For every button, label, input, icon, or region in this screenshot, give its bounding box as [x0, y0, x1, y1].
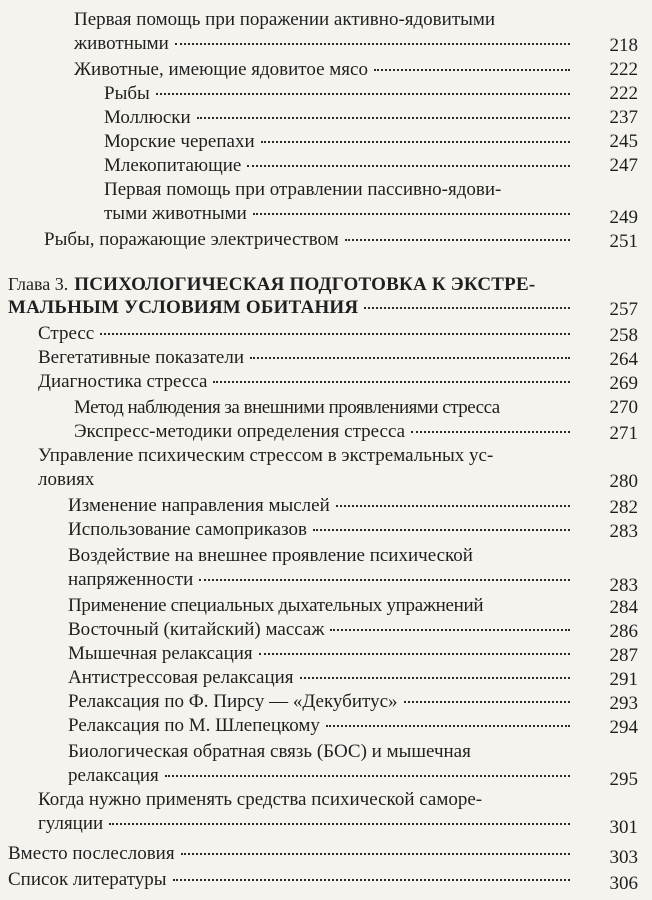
page-number: 247 [609, 155, 638, 176]
chapter-title-line1: ПСИХОЛОГИЧЕСКАЯ ПОДГОТОВКА К ЭКСТРЕ- [74, 274, 536, 295]
dot-leader [100, 333, 570, 335]
chapter-heading [8, 272, 535, 297]
page-number: 222 [609, 83, 638, 104]
toc-entry-vegetative-indicators [38, 346, 576, 370]
entry-text: Моллюски [104, 107, 191, 128]
page-number: 249 [609, 207, 638, 228]
dot-leader [175, 43, 570, 45]
page-number: 301 [609, 817, 638, 838]
page-number: 284 [609, 597, 638, 618]
dot-leader [261, 141, 570, 143]
dot-leader [247, 165, 570, 167]
dot-leader [253, 213, 570, 215]
dot-leader [250, 357, 570, 359]
toc-entry-afterword [8, 842, 576, 866]
entry-text: Первая помощь при поражении активно-ядовитыми [74, 9, 496, 30]
entry-text: Первая помощь при отравлении пассивно-ядови- [104, 179, 502, 200]
dot-leader [336, 505, 570, 507]
dot-leader [364, 307, 570, 309]
entry-text: Вегетативные показатели [38, 347, 244, 368]
entry-text: Список литературы [8, 869, 167, 890]
page-number: 257 [609, 299, 638, 320]
toc-entry-stress-management-cont [38, 468, 94, 492]
page-number: 245 [609, 131, 638, 152]
dot-leader [197, 117, 570, 119]
toc-entry-breathing-exercises [68, 594, 576, 618]
toc-entry-stress-management [38, 444, 493, 468]
dot-leader [156, 93, 570, 95]
toc-entry-first-aid-active-venom [74, 8, 495, 32]
entry-text: Рыбы [104, 83, 150, 104]
toc-entry-express-methods [74, 420, 576, 444]
page-number: 294 [609, 717, 638, 738]
entry-text: гуляции [38, 813, 104, 834]
toc-entry-observation-method [74, 396, 576, 420]
page-number: 280 [609, 471, 638, 492]
chapter-title-line2: МАЛЬНЫМ УСЛОВИЯМ ОБИТАНИЯ [8, 297, 359, 318]
toc-entry-antistress-relaxation [68, 666, 576, 690]
toc-entry-stress-diagnostics [38, 370, 576, 394]
entry-text: релаксация [68, 765, 159, 786]
toc-entry-sea-turtles [104, 130, 576, 154]
page-number: 264 [609, 349, 638, 370]
entry-text: Млекопитающие [104, 155, 242, 176]
page-number: 237 [609, 107, 638, 128]
dot-leader [165, 775, 570, 777]
toc-entry-external-tension-cont [68, 568, 576, 592]
toc-entry-fish [104, 82, 576, 106]
entry-text: Стресс [38, 323, 95, 344]
dot-leader [173, 879, 570, 881]
dot-leader [411, 431, 570, 433]
entry-text: Воздействие на внешнее проявление психической [68, 545, 473, 566]
toc-entry-self-regulation-cont [38, 812, 576, 836]
toc-entry-electric-fish [44, 228, 576, 252]
entry-text: Вместо послесловия [8, 843, 175, 864]
entry-text: животными [74, 33, 169, 54]
page-number: 306 [609, 873, 638, 894]
entry-text: Морские черепахи [104, 131, 255, 152]
dot-leader [404, 701, 570, 703]
entry-text: Мышечная релаксация [68, 643, 253, 664]
entry-text: Биологическая обратная связь (БОС) и мышечная [68, 741, 471, 762]
toc-entry-mammals [104, 154, 576, 178]
entry-text: Изменение направления мыслей [68, 495, 330, 516]
toc-entry-self-commands [68, 518, 576, 542]
page-number: 271 [609, 423, 638, 444]
page-number: 270 [609, 397, 638, 418]
toc-entry-mollusks [104, 106, 576, 130]
page-number: 269 [609, 373, 638, 394]
toc-entry-self-regulation [38, 788, 482, 812]
toc-entry-bibliography [8, 868, 576, 892]
toc-entry-first-aid-passive-venom [104, 178, 501, 202]
dot-leader [345, 239, 570, 241]
dot-leader [109, 823, 570, 825]
toc-entry-chinese-massage [68, 618, 576, 642]
page-number: 293 [609, 693, 638, 714]
entry-text: Экспресс-методики определения стресса [74, 421, 406, 442]
entry-text: Рыбы, поражающие электричеством [44, 229, 339, 250]
entry-text: Управление психическим стрессом в экстремальных ус- [38, 445, 494, 466]
dot-leader [199, 579, 570, 581]
entry-text: Когда нужно применять средства психической саморе- [38, 789, 483, 810]
entry-text: Применение специальных дыхательных упражнений [68, 595, 484, 616]
page-number: 283 [609, 575, 638, 596]
entry-text: Антистрессовая релаксация [68, 667, 294, 688]
toc-entry-first-aid-active-venom-cont [74, 32, 576, 56]
page-number: 222 [609, 59, 638, 80]
entry-text: Метод наблюдения за внешними проявлениями стресса [74, 397, 500, 418]
entry-text: Релаксация по М. Шлепецкому [68, 715, 320, 736]
dot-leader [213, 381, 570, 383]
toc-entry-shlepetsky-relaxation [68, 714, 576, 738]
toc-entry-pierce-relaxation [68, 690, 576, 714]
toc-entry-poisonous-meat [74, 58, 576, 82]
page-number: 295 [609, 769, 638, 790]
entry-text: тыми животными [104, 203, 247, 224]
chapter-heading-cont [8, 296, 576, 320]
page-number: 291 [609, 669, 638, 690]
page-number: 218 [609, 35, 638, 56]
page-number: 258 [609, 325, 638, 346]
toc-entry-muscle-relaxation [68, 642, 576, 666]
entry-text: ловиях [38, 469, 95, 490]
toc-entry-change-thoughts [68, 494, 576, 518]
chapter-label: Глава 3. [8, 274, 69, 294]
dot-leader [313, 529, 570, 531]
entry-text: напряженности [68, 569, 194, 590]
toc-entry-external-tension [68, 544, 473, 568]
dot-leader [326, 725, 570, 727]
toc-entry-first-aid-passive-venom-cont [104, 202, 576, 226]
dot-leader [300, 677, 570, 679]
dot-leader [374, 69, 570, 71]
page-number: 251 [609, 231, 638, 252]
entry-text: Использование самоприказов [68, 519, 307, 540]
toc-entry-biofeedback-cont [68, 764, 576, 788]
page-number: 282 [609, 497, 638, 518]
page-number: 303 [609, 847, 638, 868]
toc-entry-stress [38, 322, 576, 346]
entry-text: Восточный (китайский) массаж [68, 619, 325, 640]
dot-leader [181, 853, 570, 855]
entry-text: Животные, имеющие ядовитое мясо [74, 59, 368, 80]
page-number: 286 [609, 621, 638, 642]
dot-leader [330, 629, 570, 631]
page-number: 283 [609, 521, 638, 542]
entry-text: Релаксация по Ф. Пирсу — «Декубитус» [68, 691, 398, 712]
page-number: 287 [609, 645, 638, 666]
dot-leader [259, 653, 570, 655]
entry-text: Диагностика стресса [38, 371, 208, 392]
toc-entry-biofeedback [68, 740, 471, 764]
